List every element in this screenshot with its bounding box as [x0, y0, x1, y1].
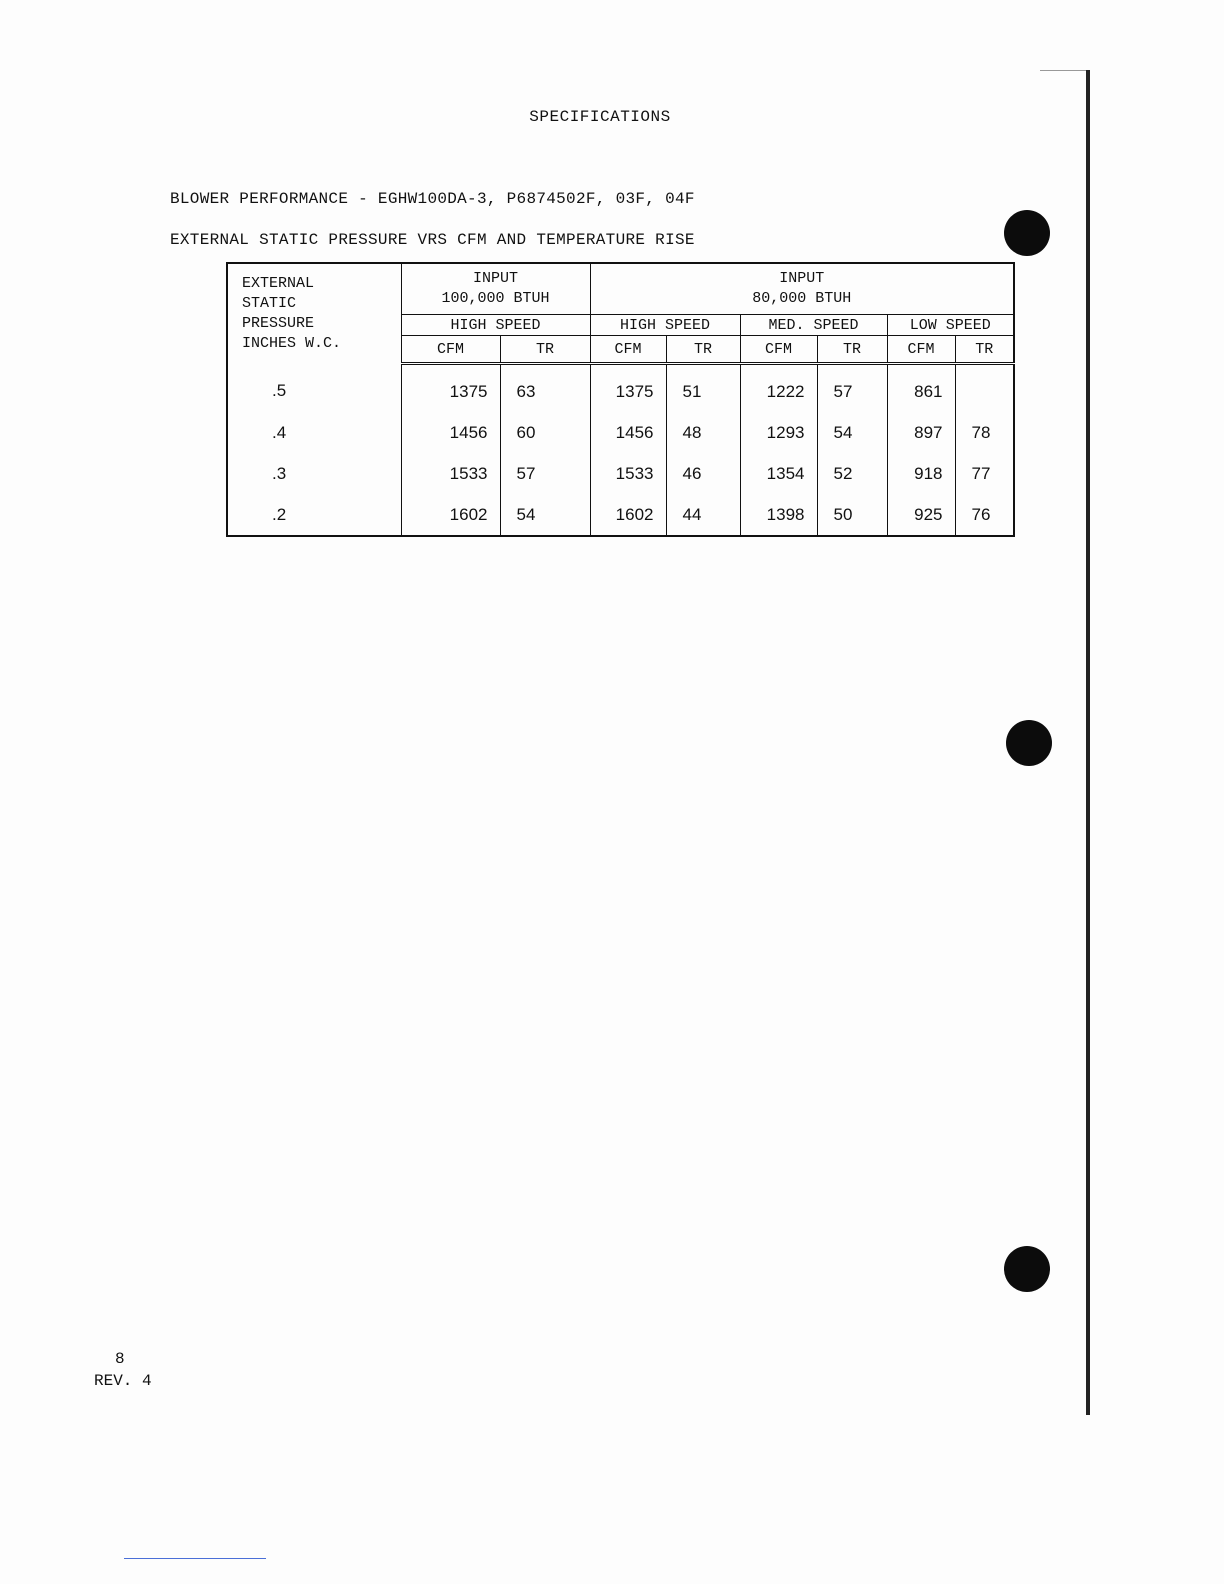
tr-cell: 60	[500, 412, 590, 453]
speed-header-med-80k: MED. SPEED	[740, 315, 887, 336]
cfm-cell: 1222	[740, 364, 817, 413]
blower-performance-line: BLOWER PERFORMANCE - EGHW100DA-3, P6874502F, 03F, 04F	[170, 190, 695, 208]
scan-artifact-line	[124, 1558, 266, 1559]
cfm-cell: 1354	[740, 453, 817, 494]
input-100k-header: INPUT 100,000 BTUH	[401, 263, 590, 315]
cfm-cell: 925	[887, 494, 955, 536]
cfm-cell: 1398	[740, 494, 817, 536]
col-header-tr: TR	[817, 336, 887, 364]
col-header-cfm: CFM	[887, 336, 955, 364]
cfm-cell: 1375	[401, 364, 500, 413]
tr-cell	[955, 364, 1014, 413]
esp-cell: .3	[227, 453, 401, 494]
blower-performance-table	[226, 262, 1015, 537]
tr-cell: 50	[817, 494, 887, 536]
tr-cell: 63	[500, 364, 590, 413]
col-header-tr: TR	[955, 336, 1014, 364]
col-header-cfm: CFM	[401, 336, 500, 364]
table-row	[227, 364, 1014, 413]
tr-cell: 57	[500, 453, 590, 494]
tr-cell: 54	[500, 494, 590, 536]
esp-cell: .4	[227, 412, 401, 453]
cfm-cell: 918	[887, 453, 955, 494]
cfm-cell: 1375	[590, 364, 666, 413]
cfm-cell: 1456	[590, 412, 666, 453]
tr-cell: 48	[666, 412, 740, 453]
col-header-tr: TR	[500, 336, 590, 364]
col-header-cfm: CFM	[740, 336, 817, 364]
tr-cell: 46	[666, 453, 740, 494]
col-header-cfm: CFM	[590, 336, 666, 364]
tr-cell: 44	[666, 494, 740, 536]
tr-cell: 52	[817, 453, 887, 494]
speed-header-high-80k: HIGH SPEED	[590, 315, 740, 336]
tr-cell: 54	[817, 412, 887, 453]
cfm-cell: 1602	[590, 494, 666, 536]
page-edge-top	[1040, 70, 1090, 71]
page-title: SPECIFICATIONS	[529, 108, 671, 126]
cfm-cell: 897	[887, 412, 955, 453]
cfm-cell: 861	[887, 364, 955, 413]
speed-header-low-80k: LOW SPEED	[887, 315, 1014, 336]
speed-header-high-100k: HIGH SPEED	[401, 315, 590, 336]
table-row	[227, 494, 1014, 536]
table-caption: EXTERNAL STATIC PRESSURE VRS CFM AND TEMPERATURE RISE	[170, 231, 695, 249]
input-80k-header: INPUT 80,000 BTUH	[590, 263, 1014, 315]
revision-label: REV. 4	[94, 1372, 152, 1390]
cfm-cell: 1293	[740, 412, 817, 453]
tr-cell: 78	[955, 412, 1014, 453]
esp-cell: .2	[227, 494, 401, 536]
cfm-cell: 1533	[590, 453, 666, 494]
col-header-tr: TR	[666, 336, 740, 364]
table-row	[227, 412, 1014, 453]
binder-hole-top	[1004, 210, 1050, 256]
cfm-cell: 1456	[401, 412, 500, 453]
page-number: 8	[115, 1350, 125, 1368]
tr-cell: 77	[955, 453, 1014, 494]
binder-hole-bottom	[1004, 1246, 1050, 1292]
binder-hole-middle	[1006, 720, 1052, 766]
cfm-cell: 1602	[401, 494, 500, 536]
tr-cell: 76	[955, 494, 1014, 536]
cfm-cell: 1533	[401, 453, 500, 494]
tr-cell: 57	[817, 364, 887, 413]
page-edge-shadow	[1086, 70, 1090, 1415]
tr-cell: 51	[666, 364, 740, 413]
esp-cell: .5	[227, 364, 401, 413]
table-row	[227, 453, 1014, 494]
ext-pressure-header: EXTERNAL STATIC PRESSURE INCHES W.C.	[227, 263, 401, 364]
